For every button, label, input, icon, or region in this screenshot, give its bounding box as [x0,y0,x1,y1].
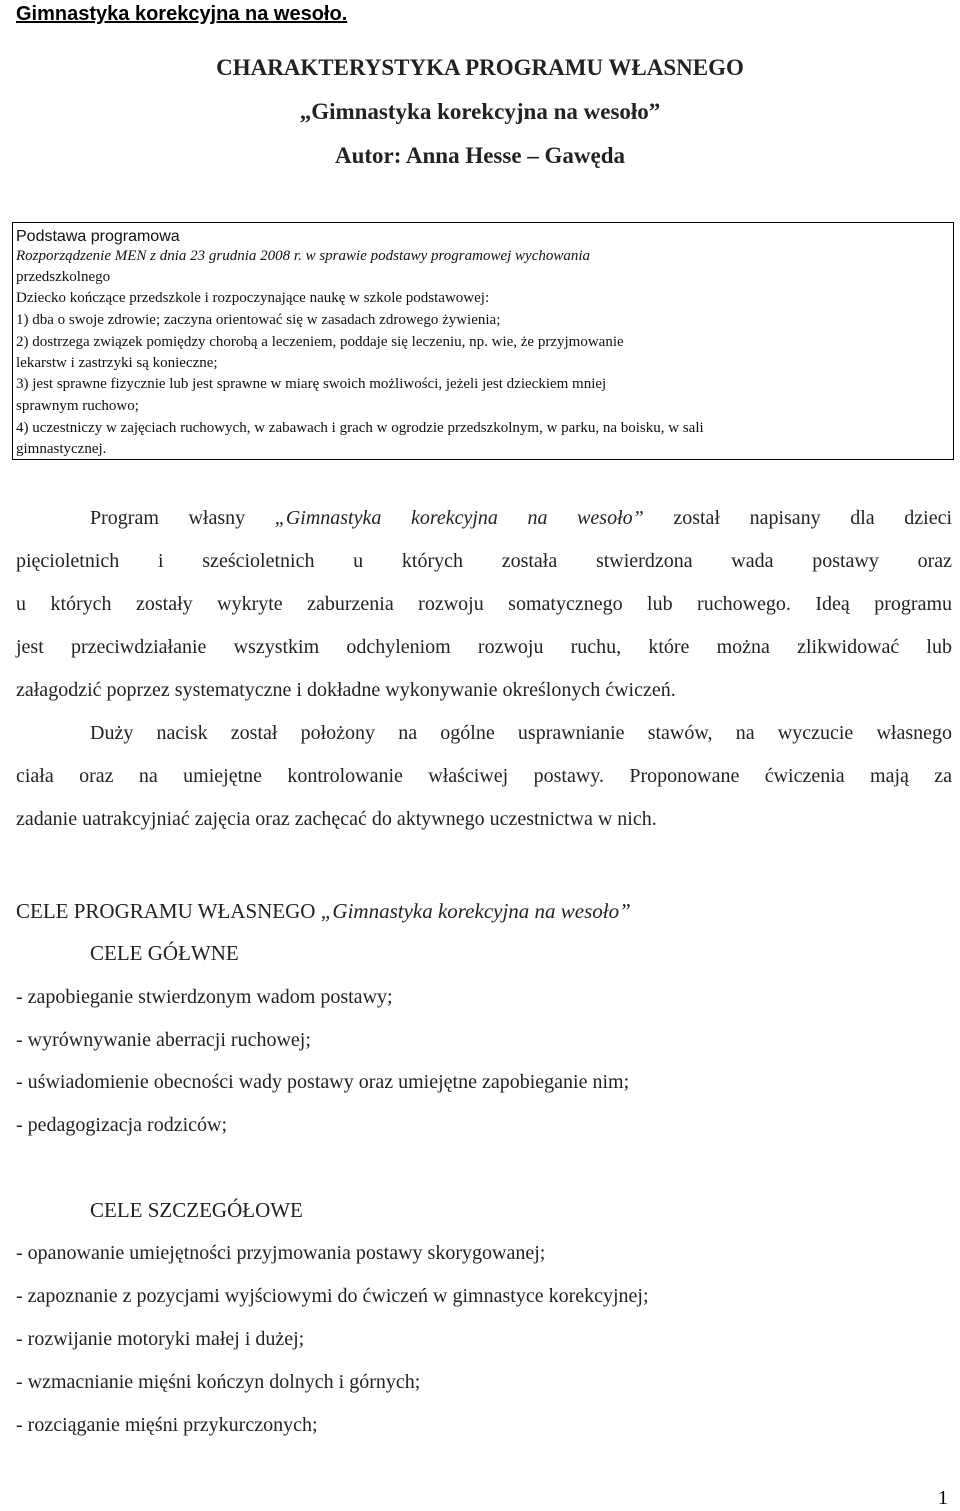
para-line: pięcioletnich i sześcioletnich u których została stwierdzona wada postawy oraz [16,550,952,572]
heading-line-3: Autor: Anna Hesse – Gawęda [334,143,626,168]
detail-goal-item: - rozciąganie mięśni przykurczonych; [16,1414,318,1436]
main-goals-title: CELE GÓŁWNE [90,941,239,965]
box-line: lekarstw i zastrzyki są konieczne; [16,355,218,371]
goals-section-title: CELE PROGRAMU WŁASNEGO „Gimnastyka korekcyjna na wesoło” [16,899,631,923]
para-line: Program własny „Gimnastyka korekcyjna na wesoło” został napisany dla dzieci [90,507,952,529]
main-goal-item: - pedagogizacja rodziców; [16,1114,228,1136]
box-line: 1) dba o swoje zdrowie; zaczyna orientować się w zasadach zdrowego żywienia; [16,312,501,328]
heading-line-2: „Gimnastyka korekcyjna na wesoło” [299,99,661,124]
detail-goal-item: - wzmacnianie mięśni kończyn dolnych i górnych; [16,1371,421,1393]
heading-line-1: CHARAKTERYSTYKA PROGRAMU WŁASNEGO [216,55,744,80]
box-line: 2) dostrzega związek pomiędzy chorobą a leczeniem, poddaje się leczeniu, np. wie, że przyjmowanie [16,334,624,350]
para-line: Duży nacisk został położony na ogólne usprawnianie stawów, na wyczucie własnego [90,722,952,744]
box-title: Podstawa programowa [16,228,180,245]
detailed-goals-title: CELE SZCZEGÓŁOWE [90,1198,303,1222]
box-line: 4) uczestniczy w zajęciach ruchowych, w zabawach i grach w ogrodzie przedszkolnym, w parku, na boisku, w sali [16,420,704,436]
box-line: gimnastycznej. [16,441,107,457]
detail-goal-item: - zapoznanie z pozycjami wyjściowymi do ćwiczeń w gimnastyce korekcyjnej; [16,1285,649,1307]
page-number: 1 [938,1487,948,1509]
document-title-link[interactable]: Gimnastyka korekcyjna na wesoło. [16,3,348,25]
para-line: u których zostały wykryte zaburzenia rozwoju somatycznego lub ruchowego. Ideą programu [16,593,952,615]
para-line: zadanie uatrakcyjniać zajęcia oraz zachęcać do aktywnego uczestnictwa w nich. [16,808,657,830]
main-goal-item: - zapobieganie stwierdzonym wadom postawy; [16,986,393,1008]
box-line: Rozporządzenie MEN z dnia 23 grudnia 2008 r. w sprawie podstawy programowej wychowania [16,248,591,264]
main-goal-item: - uświadomienie obecności wady postawy oraz umiejętne zapobieganie nim; [16,1071,630,1093]
box-line: sprawnym ruchowo; [16,398,139,414]
detail-goal-item: - opanowanie umiejętności przyjmowania postawy skorygowanej; [16,1242,546,1264]
box-line: Dziecko kończące przedszkole i rozpoczynające naukę w szkole podstawowej: [16,290,490,306]
box-line: 3) jest sprawne fizycznie lub jest sprawne w miarę swoich możliwości, jeżeli jest dzieckiem mniej [16,376,607,392]
curriculum-box [12,222,954,460]
para-line: jest przeciwdziałanie wszystkim odchyleniom rozwoju ruchu, które można zlikwidować lub [16,636,952,658]
detail-goal-item: - rozwijanie motoryki małej i dużej; [16,1328,305,1350]
main-goal-item: - wyrównywanie aberracji ruchowej; [16,1029,311,1051]
para-line: ciała oraz na umiejętne kontrolowanie właściwej postawy. Proponowane ćwiczenia mają za [16,765,952,787]
box-line: przedszkolnego [16,269,111,285]
para-line: załagodzić poprzez systematyczne i dokładne wykonywanie określonych ćwiczeń. [16,679,676,701]
